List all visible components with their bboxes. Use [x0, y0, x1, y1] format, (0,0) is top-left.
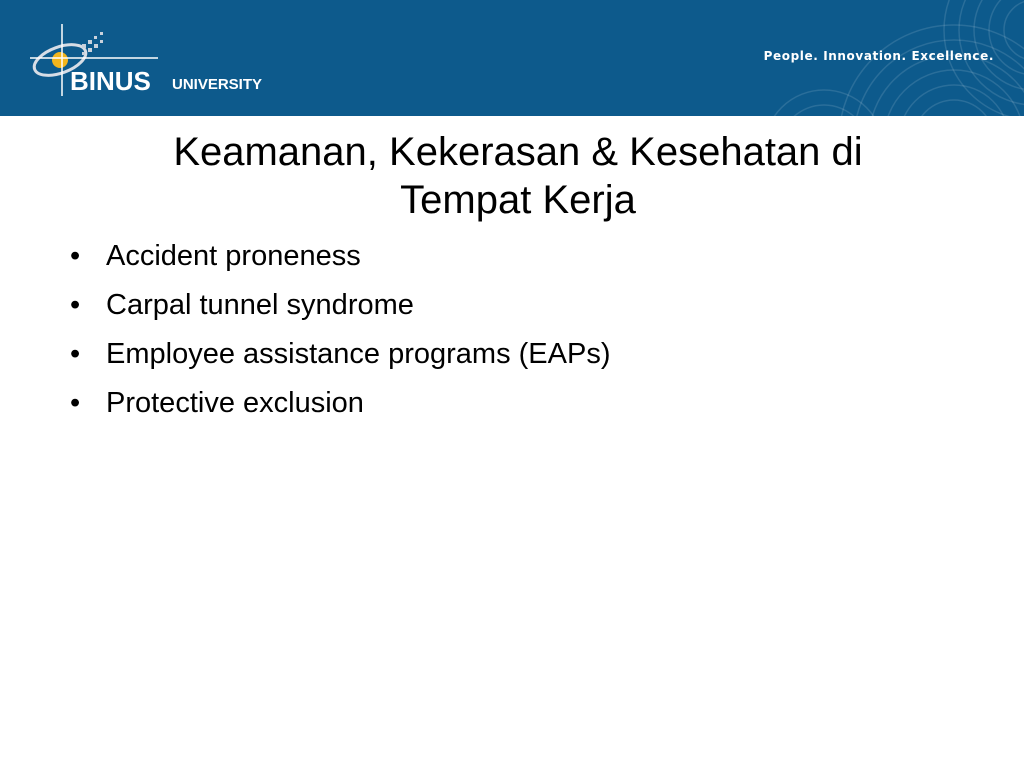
bullet-glyph: •: [70, 338, 81, 370]
bullet-glyph: •: [70, 240, 81, 272]
bullet-text: Employee assistance programs (EAPs): [106, 338, 611, 370]
slide-title: [60, 128, 976, 224]
logo-brand-text: BINUS: [70, 66, 151, 96]
slide-title-line-1: Keamanan, Kekerasan & Kesehatan di: [173, 130, 863, 174]
slide-title-line-2: Tempat Kerja: [400, 178, 636, 222]
bullet-text: Protective exclusion: [106, 387, 364, 419]
logo-sub-text: UNIVERSITY: [172, 76, 263, 93]
bullet-glyph: •: [70, 289, 81, 321]
list-item: [70, 387, 610, 420]
bullet-list: [70, 240, 610, 436]
bullet-glyph: •: [70, 387, 81, 419]
bullet-text: Carpal tunnel syndrome: [106, 289, 414, 321]
bullet-text: Accident proneness: [106, 240, 361, 272]
header-tagline: People. Innovation. Excellence.: [763, 49, 994, 63]
list-item: [70, 240, 610, 273]
slide-header: [0, 0, 1024, 116]
binus-university-logo: [30, 22, 300, 102]
list-item: [70, 338, 610, 371]
list-item: [70, 289, 610, 322]
